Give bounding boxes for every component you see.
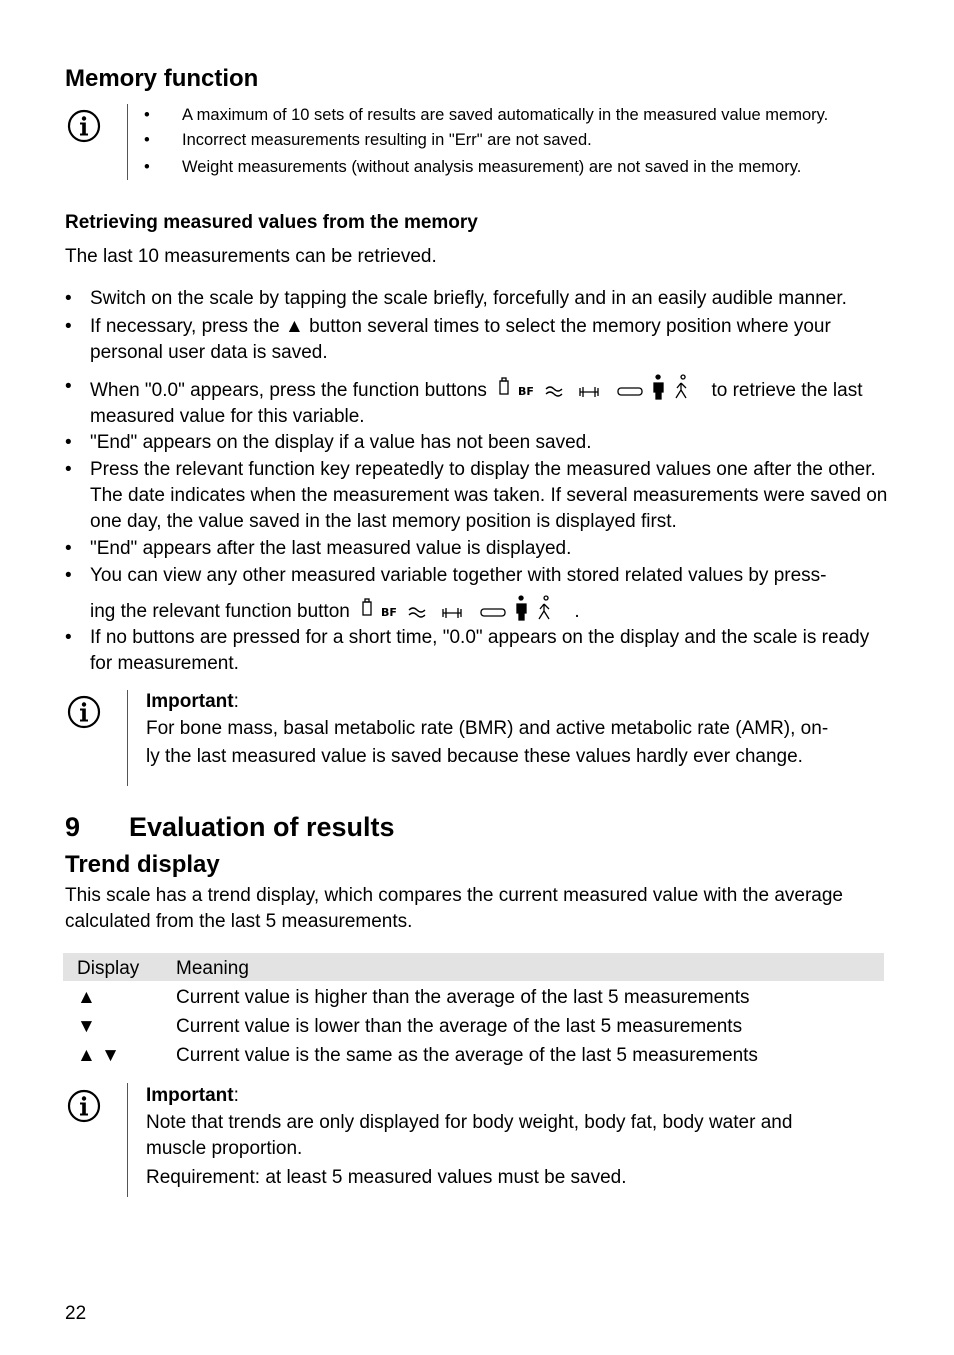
important-note-trend: Important: Note that trends are only displayed for body weight, body fat, body water and muscle proportion. Requirement: at least 5 measured values must be saved. bbox=[146, 1085, 793, 1188]
page-number: 22 bbox=[65, 1303, 87, 1324]
table-row: ▼ Current value is lower than the average of the last 5 measurements bbox=[77, 1014, 742, 1040]
memory-heading: Memory function bbox=[65, 65, 259, 92]
list-item: • If necessary, press the ▲ button several times to select the memory position where your personal user data is saved. bbox=[65, 314, 895, 366]
list-item: • "End" appears after the last measured value is displayed. bbox=[65, 536, 895, 562]
trend-heading: Trend display bbox=[65, 851, 220, 878]
function-buttons-icon bbox=[359, 595, 565, 621]
trend-down-icon: ▼ bbox=[77, 1016, 96, 1037]
trend-intro: This scale has a trend display, which compares the current measured value with the average calculated from the last 5 measurements. bbox=[65, 885, 843, 932]
table-header-display: Display bbox=[77, 958, 140, 979]
svg-text:BF: BF bbox=[518, 385, 535, 398]
memory-notes-list bbox=[144, 103, 904, 180]
list-item: • "End" appears on the display if a value has not been saved. bbox=[65, 430, 895, 456]
note-divider bbox=[127, 690, 128, 786]
list-item: • Press the relevant function key repeatedly to display the measured values one after the other. The date indicates when the measurement was taken. If several measurements were saved on one day, the value saved in the last memory position is displayed first. bbox=[65, 457, 895, 535]
table-row: ▲ ▼ Current value is the same as the average of the last 5 measurements bbox=[77, 1043, 758, 1069]
important-note-memory: Important: For bone mass, basal metabolic rate (BMR) and active metabolic rate (AMR), on- ly the last measured value is saved because these values hardly ever change. bbox=[146, 691, 829, 767]
note-divider bbox=[127, 1083, 128, 1197]
trend-equal-icon: ▲ ▼ bbox=[77, 1045, 120, 1066]
retrieving-intro: The last 10 measurements can be retrieved. bbox=[65, 246, 437, 267]
function-buttons-icon bbox=[496, 374, 702, 400]
list-item: • Incorrect measurements resulting in "Err" are not saved. bbox=[144, 128, 904, 153]
info-icon bbox=[67, 1089, 101, 1123]
section-number: 9 bbox=[65, 812, 81, 842]
note-divider bbox=[127, 104, 128, 180]
table-row: ▲ Current value is higher than the average of the last 5 measurements bbox=[77, 985, 750, 1011]
list-item: • A maximum of 10 sets of results are saved automatically in the measured value memory. bbox=[144, 103, 904, 128]
table-header-row bbox=[77, 956, 249, 982]
svg-text:BF: BF bbox=[381, 606, 398, 619]
list-item: • Switch on the scale by tapping the scale briefly, forcefully and in an easily audible manner. bbox=[65, 286, 895, 312]
table-header-meaning: Meaning bbox=[176, 958, 249, 979]
section-title: Evaluation of results bbox=[129, 812, 395, 842]
list-item: • Weight measurements (without analysis measurement) are not saved in the memory. bbox=[144, 155, 904, 180]
list-item: • If no buttons are pressed for a short time, "0.0" appears on the display and the scale is ready for measurement. bbox=[65, 625, 895, 677]
list-item: • You can view any other measured variable together with stored related values by press- ing the relevant function button BF . bbox=[65, 563, 895, 625]
info-icon bbox=[67, 695, 101, 729]
up-arrow-symbol: ▲ bbox=[285, 316, 304, 337]
retrieving-heading: Retrieving measured values from the memory bbox=[65, 212, 478, 233]
info-icon bbox=[67, 109, 101, 143]
trend-up-icon: ▲ bbox=[77, 987, 96, 1008]
retrieving-steps bbox=[65, 286, 895, 677]
list-item: • When "0.0" appears, press the function buttons BF to retrieve the last measured value for this variable. bbox=[65, 374, 895, 430]
